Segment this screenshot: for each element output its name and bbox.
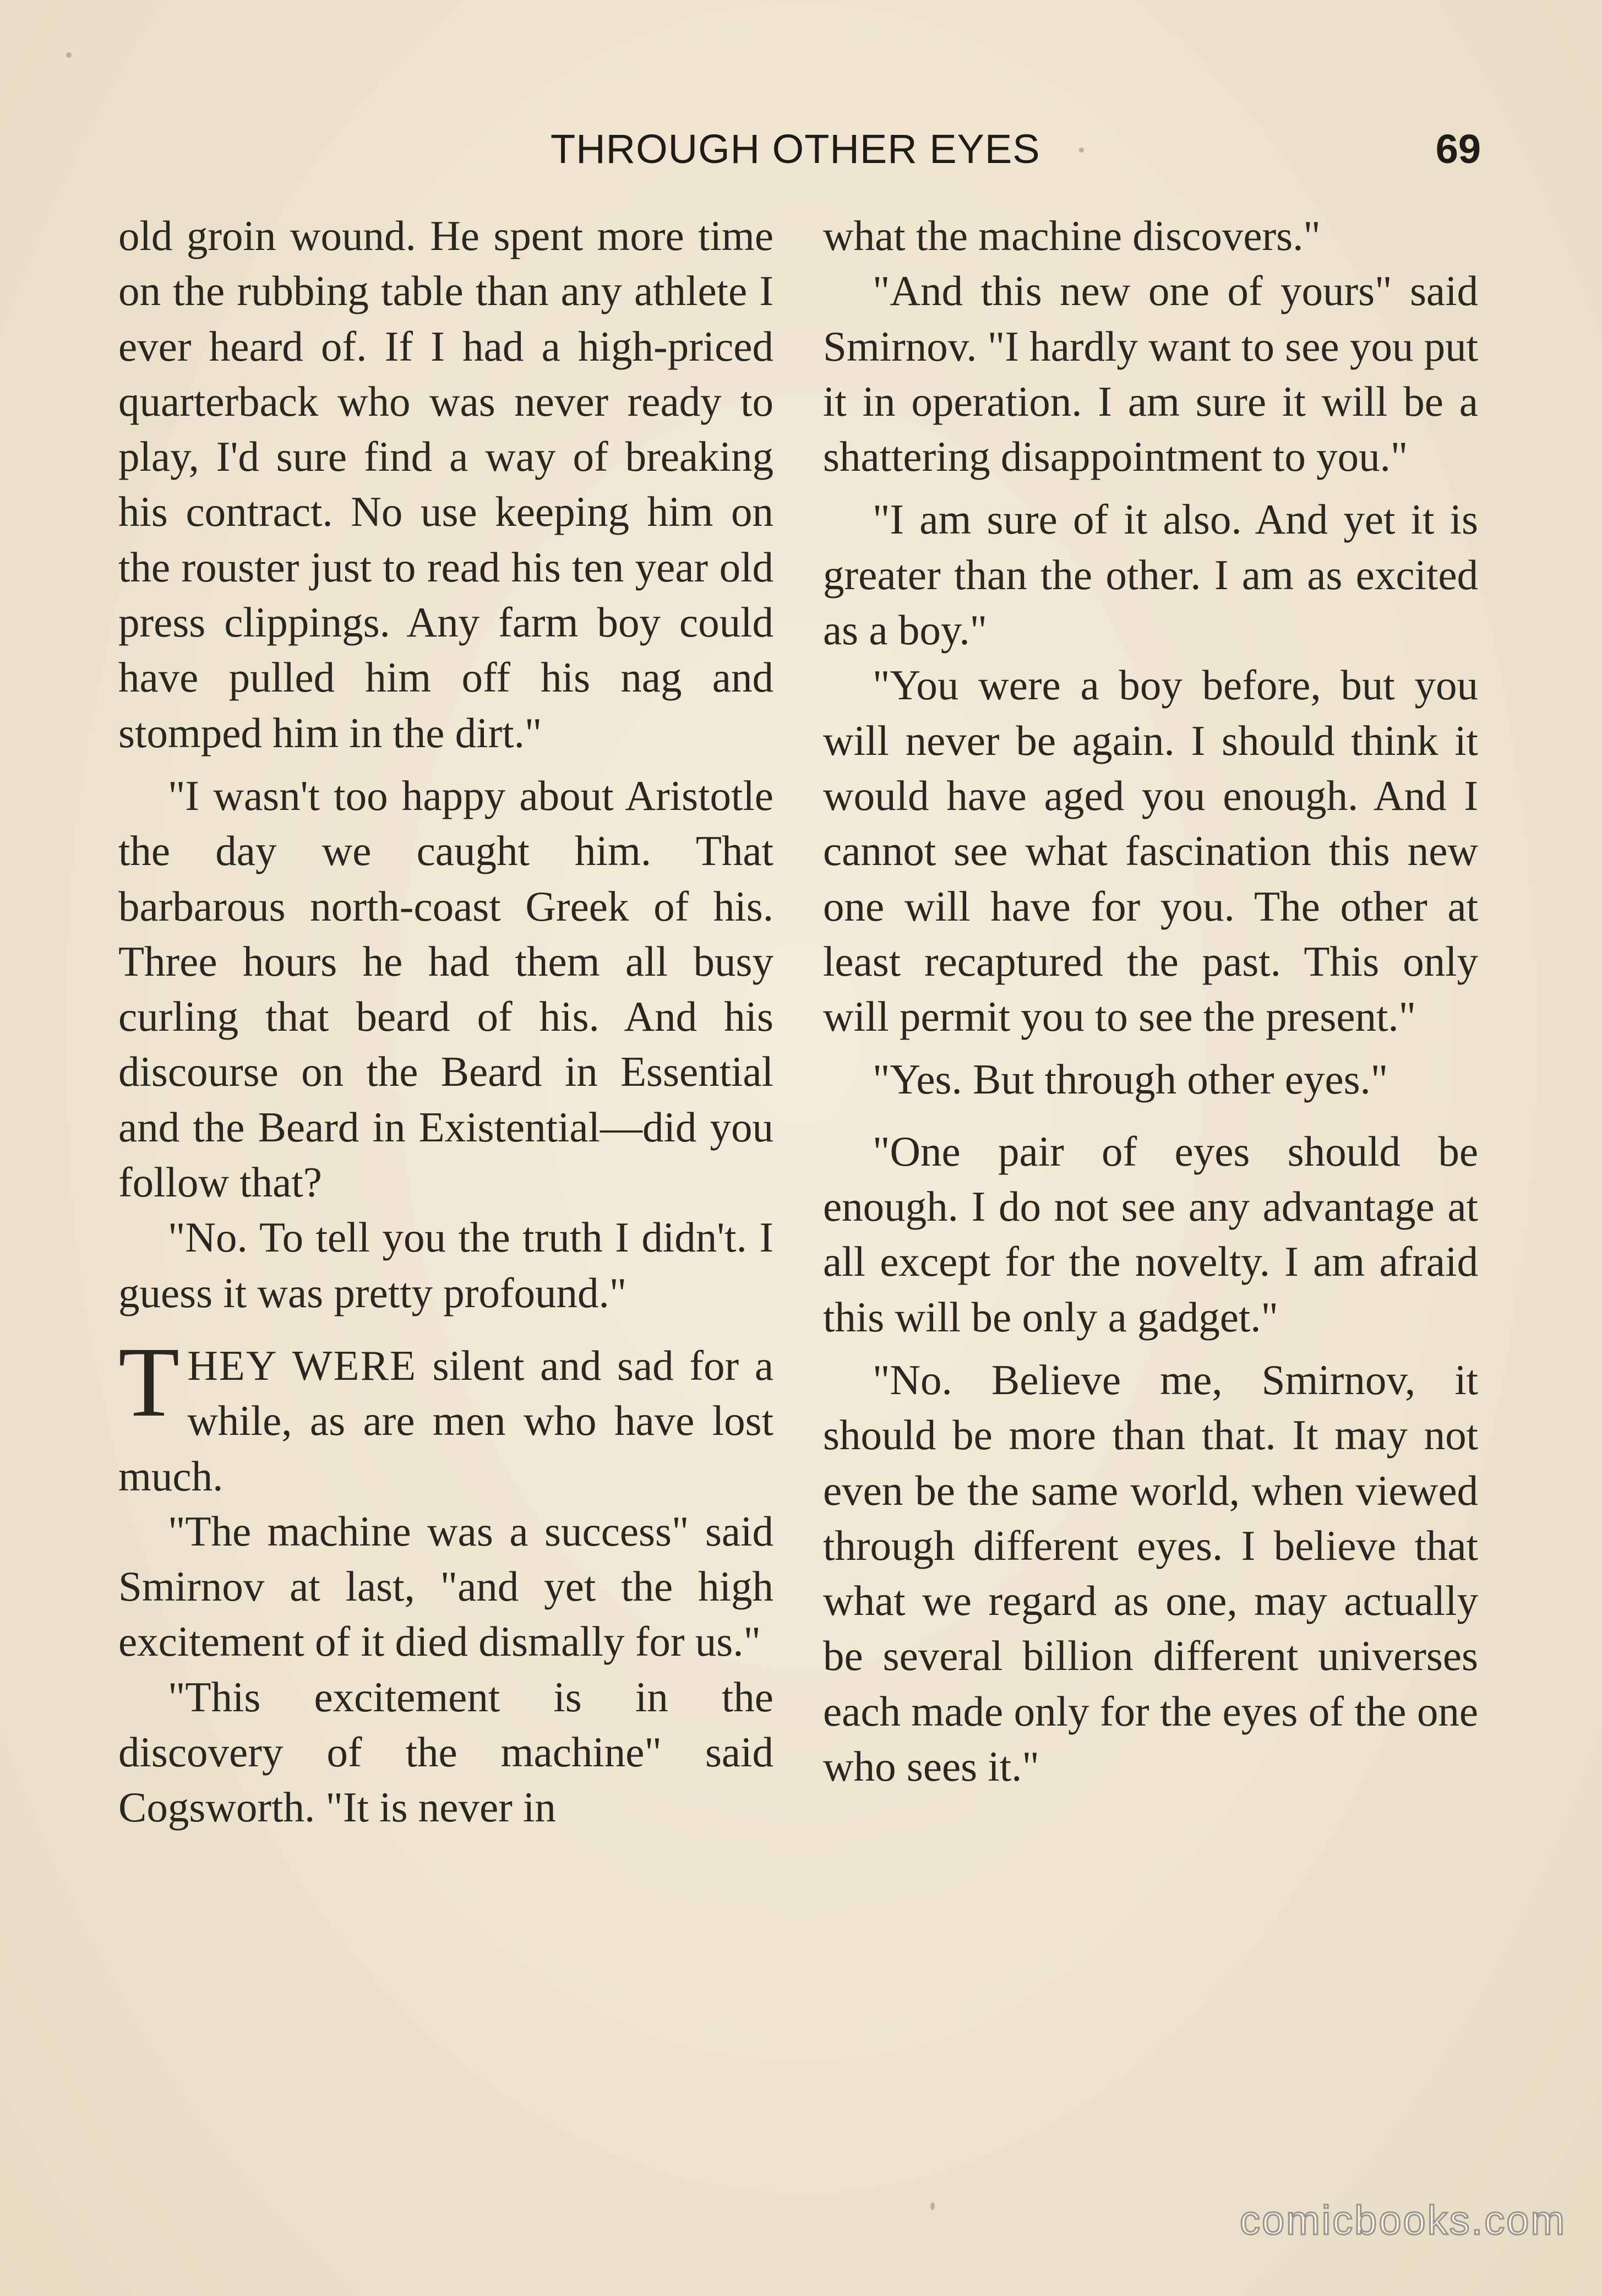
paragraph: "And this new one of yours" said Smirnov. "I hardly want to see you put it in operation. I am sure it will be a shattering disappointment to you." <box>823 267 1478 481</box>
watermark: comicbooks.com <box>1239 2197 1566 2243</box>
paragraph: what the machine discovers." <box>823 212 1321 259</box>
paragraph: "You were a boy before, but you will never be again. I should think it would have aged you enough. And I cannot see what fascination this new one will have for you. The other at least recaptured the past. This only will permit you to see the present." <box>823 661 1478 1041</box>
paragraph: "No. Believe me, Smirnov, it should be more than that. It may not even be the same world, when viewed through different eyes. I believe that what we regard as one, may actually be several billion different universes each made only for the eyes of the one who sees it." <box>823 1356 1478 1791</box>
paragraph: "I am sure of it also. And yet it is greater than the other. I am as excited as a boy." <box>823 496 1478 654</box>
paragraph: old groin wound. He spent more time on the rubbing table than any athlete I ever heard of. If I had a high-priced quarterback who was never ready to play, I'd sure find a way of breaking his contract. No use keeping him on the rouster just to read his ten year old press clippings. Any farm boy could have pulled him off his nag and stomped him in the dirt." <box>118 212 773 757</box>
paragraph-text: silent and sad for a while, as are men who have lost much. <box>118 1341 773 1500</box>
page-number: 69 <box>1435 126 1481 172</box>
paragraph: "Yes. But through other eyes." <box>873 1055 1388 1103</box>
lead-in-caps: HEY WERE <box>187 1341 417 1389</box>
paragraph: "I wasn't too happy about Aristotle the day we caught him. That barbarous north-coast Greek of his. Three hours he had them all busy curling that beard of his. And his discourse on the Beard in Essential and the Beard in Existential—did you follow that? <box>118 771 773 1206</box>
left-column <box>118 208 773 1835</box>
page-header <box>551 126 1481 186</box>
paper-speck <box>66 52 72 58</box>
drop-cap: T <box>118 1326 180 1438</box>
paper-speck <box>1079 148 1084 153</box>
running-head: THROUGH OTHER EYES <box>551 126 1040 172</box>
paragraph: "No. To tell you the truth I didn't. I guess it was pretty profound." <box>118 1214 773 1316</box>
paragraph: "One pair of eyes should be enough. I do not see any advantage at all except for the novelty. I am afraid this will be only a gadget." <box>823 1127 1478 1341</box>
right-column <box>823 208 1478 1794</box>
paragraph: "This excitement is in the discovery of the machine" said Cogsworth. "It is never in <box>118 1673 773 1831</box>
paper-speck <box>930 2202 935 2210</box>
paragraph: "The machine was a success" said Smirnov at last, "and yet the high excitement of it died dismally for us." <box>118 1507 773 1666</box>
section-opening-paragraph <box>118 1326 773 1504</box>
